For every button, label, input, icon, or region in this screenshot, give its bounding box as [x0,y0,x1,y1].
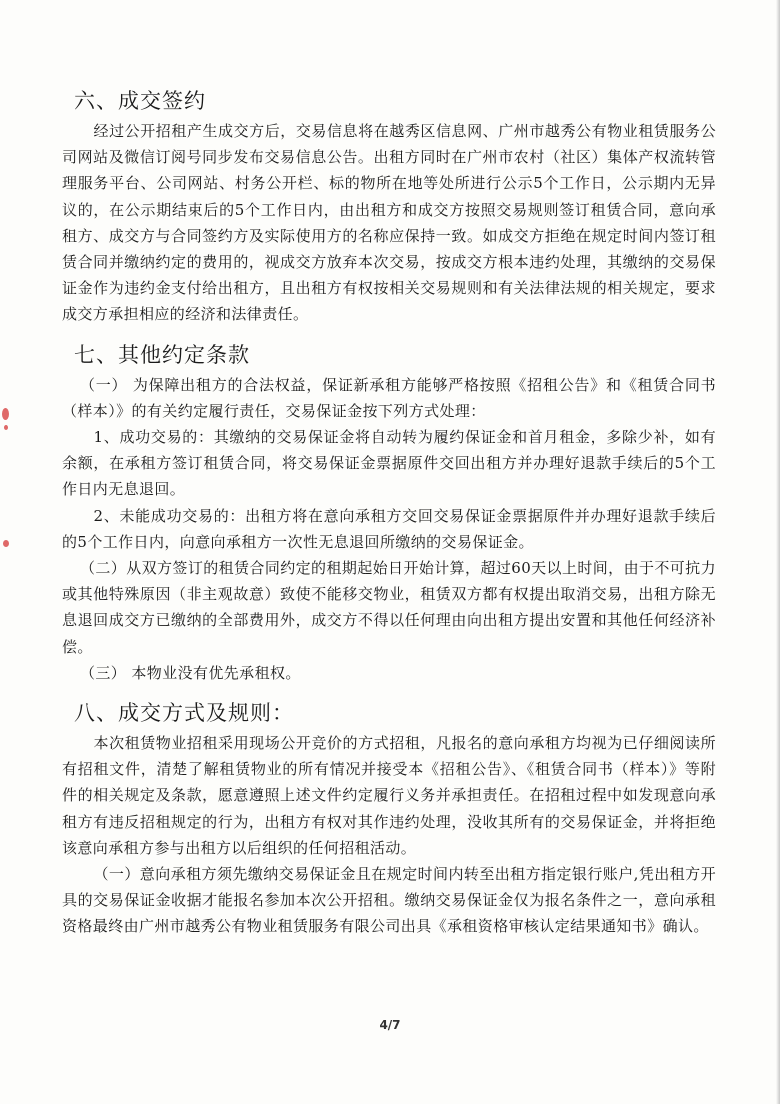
scan-edge-shadow [776,0,780,1104]
section-8-clause-1: （一）意向承租方须先缴纳交易保证金且在规定时间内转至出租方指定银行账户,凭出租方开具的交易保证金收据才能报名参加本次公开招租。缴纳交易保证金仅为报名条件之一，意向承租资格最终由广州市越秀公有物业租赁服务有限公司出具《承租资格审核认定结果通知书》确认。 [62,865,716,936]
stamp-mark-bottom [3,540,9,547]
section-8-heading: 八、成交方式及规则： [74,701,294,726]
section-6-heading: 六、成交签约 [74,89,206,113]
section-7-item-1: 1、成功交易的：其缴纳的交易保证金将自动转为履约保证金和首月租金，多除少补，如有余额，在承租方签订租赁合同，将交易保证金票据原件交回出租方并办理好退款手续后的5个工作日内无息退回。 [62,428,716,499]
section-7-item-2: 2、未能成功交易的：出租方将在意向承租方交回交易保证金票据原件并办理好退款手续后的5个工作日内，向意向承租方一次性无息退回所缴纳的交易保证金。 [62,506,716,551]
section-8-paragraph: 本次租赁物业招租采用现场公开竞价的方式招租，凡报名的意向承租方均视为已仔细阅读所有招租文件，清楚了解租赁物业的所有情况并接受本《招租公告》、《租赁合同书（样本）》等附件的相关规定及条款，愿意遵照上述文件约定履行义务并承担责任。在招租过程中如发现意向承租方有违反招租规定的行为，出租方有权对其作违约处理，没收其所有的交易保证金，并将拒绝该意向承租方参与出租方以后组织的任何招租活动。 [62,734,716,857]
section-7-clause-3: （三） 本物业没有优先承租权。 [80,663,301,682]
section-7-clause-1: （一） 为保障出租方的合法权益，保证新承租方能够严格按照《招租公告》和《租赁合同书（样本）》的有关约定履行责任，交易保证金按下列方式处理： [62,375,716,420]
section-7-clause-2: （二）从双方签订的租赁合同约定的租期起始日开始计算，超过60天以上时间，由于不可抗力或其他特殊原因（非主观故意）致使不能移交物业，租赁双方都有权提出取消交易，出租方除无息退回成交方已缴纳的全部费用外，成交方不得以任何理由向出租方提出安置和其他任何经济补偿。 [62,559,716,656]
document-body [62,86,716,940]
page-number: 4/7 [379,1018,401,1032]
stamp-mark-top [2,408,9,420]
stamp-mark-small [4,425,8,430]
section-6-paragraph: 经过公开招租产生成交方后，交易信息将在越秀区信息网、广州市越秀公有物业租赁服务公司网站及微信订阅号同步发布交易信息公告。出租方同时在广州市农村（社区）集体产权流转管理服务平台、公司网站、村务公开栏、标的物所在地等处所进行公示5个工作日，公示期内无异议的，在公示期结束后的5个工作日内，由出租方和成交方按照交易规则签订租赁合同，意向承租方、成交方与合同签约方及实际使用方的名称应保持一致。如成交方拒绝在规定时间内签订租赁合同并缴纳约定的费用的，视成交方放弃本次交易，按成交方根本违约处理，其缴纳的交易保证金作为违约金支付给出租方，且出租方有权按相关交易规则和有关法律法规的相关规定，要求成交方承担相应的经济和法律责任。 [62,122,716,324]
section-7-heading: 七、其他约定条款 [74,342,250,367]
